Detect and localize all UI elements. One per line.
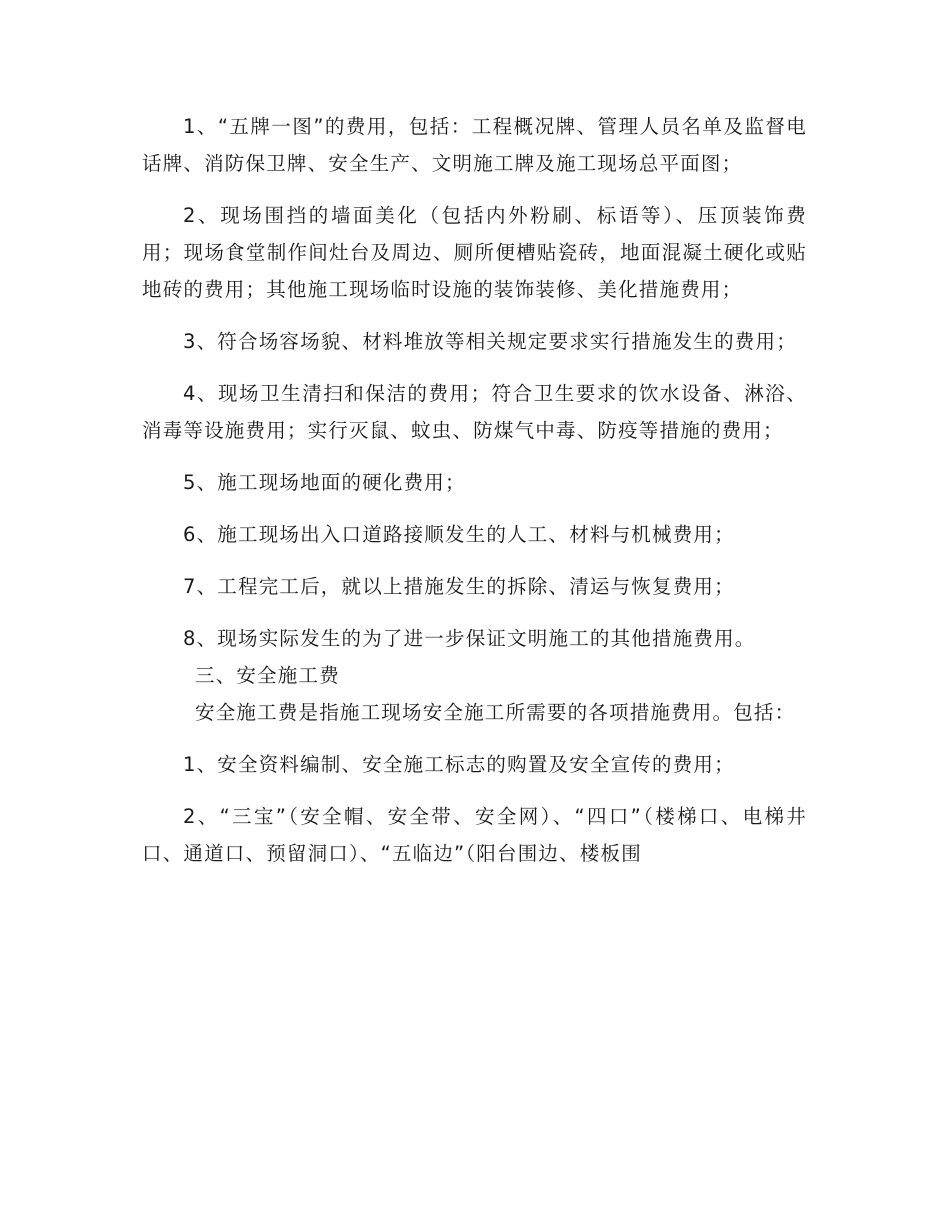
document-page: [142, 108, 807, 872]
paragraph-item-4: 4、现场卫生清扫和保洁的费用；符合卫生要求的饮水设备、淋浴、消毒等设施费用；实行灭鼠、蚊虫、防煤气中毒、防疫等措施的费用；: [142, 382, 807, 442]
section-item-1: 1、安全资料编制、安全施工标志的购置及安全宣传的费用；: [183, 753, 735, 776]
paragraph-item-1: 1、“五牌一图”的费用，包括：工程概况牌、管理人员名单及监督电话牌、消防保卫牌、安全生产、文明施工牌及施工现场总平面图；: [142, 115, 807, 175]
paragraph-item-3: 3、符合场容场貌、材料堆放等相关规定要求实行措施发生的费用；: [183, 330, 797, 353]
paragraph-item-2: 2、现场围挡的墙面美化（包括内外粉刷、标语等）、压顶装饰费用；现场食堂制作间灶台及周边、厕所便槽贴瓷砖，地面混凝土硬化或贴地砖的费用；其他施工现场临时设施的装饰装修、美化措施费用；: [142, 204, 807, 301]
section-heading: 三、安全施工费: [195, 664, 340, 687]
paragraph-item-7: 7、工程完工后，就以上措施发生的拆除、清运与恢复费用；: [183, 575, 735, 598]
paragraph-item-8: 8、现场实际发生的为了进一步保证文明施工的其他措施费用。: [183, 627, 756, 650]
section-item-2: 2、“三宝”（安全帽、安全带、安全网）、“四口”（楼梯口、电梯井口、通道口、预留洞口）、“五临边”（阳台围边、楼板围: [142, 805, 807, 865]
section-intro: 安全施工费是指施工现场安全施工所需要的各项措施费用。包括：: [195, 701, 796, 724]
paragraph-item-5: 5、施工现场地面的硬化费用；: [183, 471, 466, 494]
paragraph-item-6: 6、施工现场出入口道路接顺发生的人工、材料与机械费用；: [183, 523, 735, 546]
